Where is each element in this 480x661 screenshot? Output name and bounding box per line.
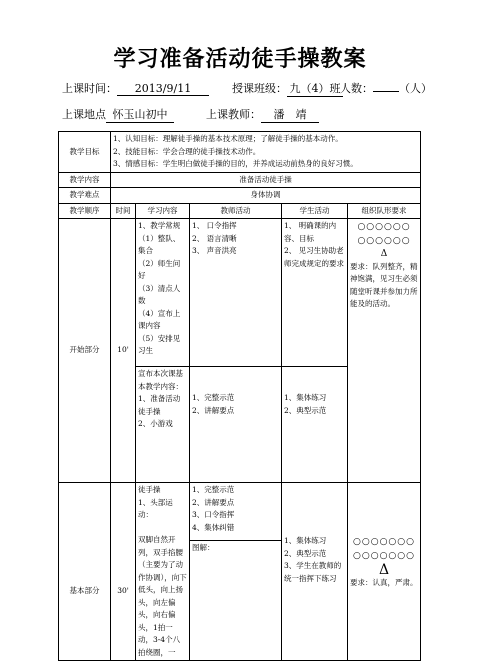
difficulty-row [59,188,421,204]
basic-organization [348,483,421,661]
basic-student: 1、集体练习 2、典型示范 3、学生在教师的统一指挥下练习 [282,483,348,661]
start-student-2: 1、集体练习 2、典型示范 [282,367,348,483]
time-value: 2013/9/11 [117,82,209,96]
formation-row: ○○○○○○○ [353,551,415,561]
place-value: 怀玉山初中 [106,106,174,123]
document-title: 学习准备活动徒手操教案 [113,46,367,72]
count-info [340,80,432,96]
teacher-marker: Δ [378,562,390,578]
class-label: 授课班级： [232,82,287,95]
formation-row: ○○○○○○ [357,222,411,232]
content-label: 教学内容 [59,172,111,188]
place-label: 上课地点 [62,108,106,121]
teacher-label: 上课教师： [206,108,261,121]
basic-time: 30' [111,483,136,661]
basic-row-1 [59,483,421,541]
difficulty-label: 教学难点 [59,188,111,204]
content-value: 准备活动徒手操 [111,172,421,188]
teacher-info [206,106,319,123]
start-time: 10' [111,219,136,483]
difficulty-value: 身体协调 [111,188,421,204]
time-label: 上课时间： [62,82,117,95]
start-phase: 开始部分 [59,219,111,483]
place-info [62,106,174,123]
start-organization [348,219,421,483]
start-row-1 [59,219,421,367]
goal-label: 教学目标 [59,132,111,173]
info-line-1 [62,80,209,96]
content-row [59,172,421,188]
header-row [59,203,421,219]
lesson-plan-table [58,131,421,661]
header-teacher: 教师活动 [190,203,282,219]
teacher-value: 潘 靖 [261,106,319,123]
formation-row: ○○○○○○○ [353,537,415,547]
header-organization: 组织队形要求 [348,203,421,219]
start-requirement: 要求：队列整齐，精神饱满，见习生必须随堂听课并参加力所能及的活动。 [350,261,418,308]
start-student-1: 1、 明确课的内容、目标 2、 见习生协助老师完成规定的要求 [282,219,348,367]
formation-row: ○○○○○○ [357,236,411,246]
teacher-marker: Δ [380,249,388,259]
header-time: 时间 [111,203,136,219]
count-blank [373,91,399,92]
goal-text: 1、认知目标：理解徒手操的基本技术原理；了解徒手操的基本动作。 2、技能目标：学会合理的徒手操技术动作。 3、情感目标：学生明白做徒手操的目的，并养成运动前热身的良好习惯。 [111,132,421,173]
header-learning: 学习内容 [136,203,190,219]
start-teacher-1: 1、 口令指挥 2、 语言清晰 3、 声音洪亮 [190,219,282,367]
class-info [232,80,343,97]
goals-row [59,132,421,173]
count-unit: （人） [399,82,432,95]
count-label: 人数： [340,82,373,95]
basic-requirement: 要求：认真，严肃。 [350,578,418,587]
header-student: 学生活动 [282,203,348,219]
basic-teacher-1: 1、完整示范 2、讲解要点 3、口令指挥 4、集体纠错 [190,483,282,541]
start-learning-2: 宣布本次课基本教学内容： 1、准备活动徒手操 2、小游戏 [136,367,190,483]
start-teacher-2: 1、完整示范 2、讲解要点 [190,367,282,483]
header-order: 教学顺序 [59,203,111,219]
start-learning-1: 1、教学常规 （1）整队、集合 （2）师生问好 （3）清点人数 （4）宣布上课内容 （5）安排见习生 [136,219,190,367]
basic-teacher-2: 图解： [190,540,282,660]
basic-learning: 徒手操 1、头部运动： 双脚自然开列，双手掐腰（主要为了动作协调），向下低头，向上扬头，向左偏头，向右偏头，1拍一动，3-4个八拍绕圈，一 [136,483,190,661]
class-value: 九（4）班 [287,80,343,97]
basic-phase: 基本部分 [59,483,111,661]
